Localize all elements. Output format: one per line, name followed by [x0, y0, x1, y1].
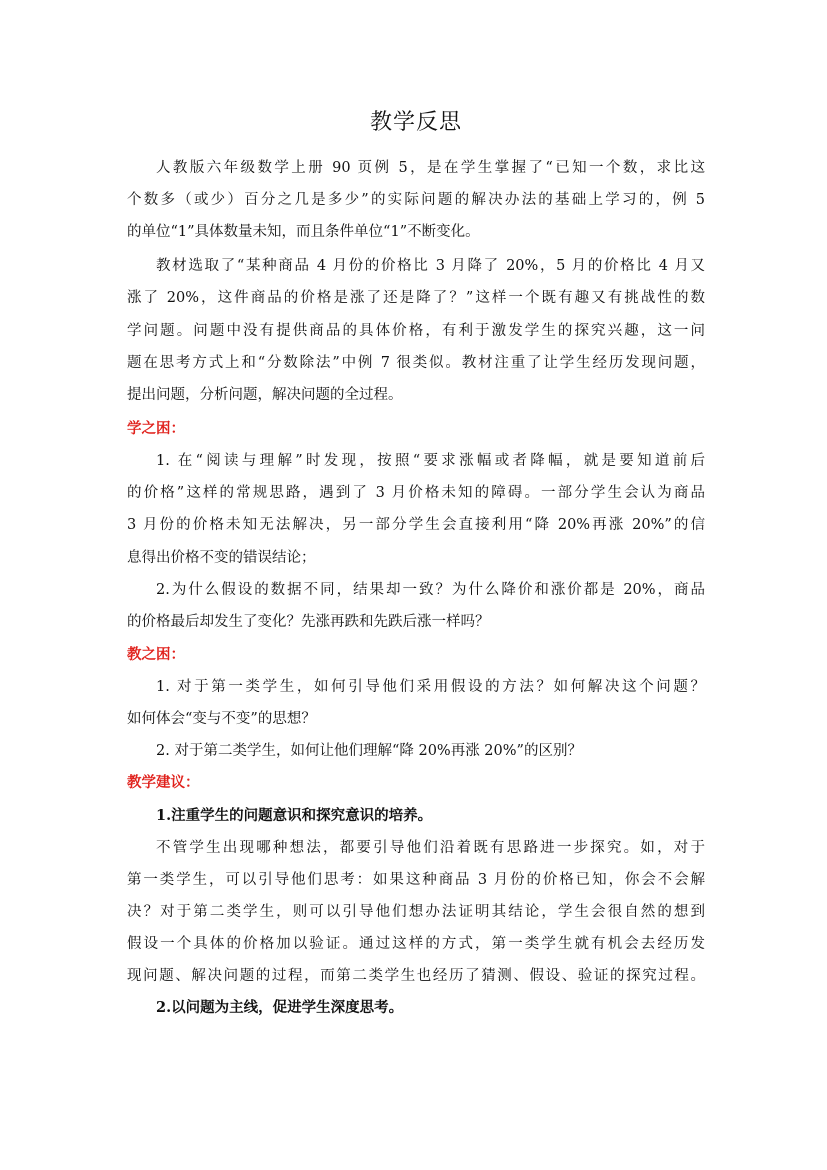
paragraph-line: 的价格最后却发生了变化？先涨再跌和先跌后涨一样吗？: [127, 614, 490, 630]
paragraph-line: 决？对于第二类学生，则可以引导他们想办法证明其结论，学生会很自然的想到: [127, 904, 705, 920]
suggestion-title-1: 1.注重学生的问题意识和探究意识的培养。: [156, 807, 433, 824]
paragraph-line: 如何体会“变与不变”的思想？: [127, 711, 316, 727]
paragraph-line: 第一类学生，可以引导他们思考：如果这种商品 3 月份的价格已知，你会不会解: [127, 872, 705, 888]
paragraph-line: 1. 对于第一类学生，如何引导他们采用假设的方法？如何解决这个问题？: [156, 679, 705, 695]
document-title: 教学反思: [369, 110, 462, 135]
paragraph-line: 2.为什么假设的数据不同，结果却一致？为什么降价和涨价都是 20%，商品: [156, 582, 705, 598]
paragraph-line: 现问题、解决问题的过程，而第二类学生也经历了猜测、假设、验证的探究过程。: [127, 968, 705, 984]
section-heading-jianyi: 教学建议：: [127, 774, 200, 791]
paragraph-line: 个数多（或少）百分之几是多少”的实际问题的解决办法的基础上学习的，例 5: [127, 192, 705, 208]
paragraph-line: 3 月份的价格未知无法解决，另一部分学生会直接利用“降 20%再涨 20%”的信: [127, 517, 705, 533]
suggestion-title-2: 2.以问题为主线，促进学生深度思考。: [156, 999, 404, 1016]
paragraph-line: 教材选取了“某种商品 4 月份的价格比 3 月降了 20%，5 月的价格比 4 月又: [156, 258, 705, 274]
paragraph-line: 涨了 20%，这件商品的价格是涨了还是降了？”这样一个既有趣又有挑战性的数: [127, 290, 705, 306]
paragraph-line: 不管学生出现哪种想法，都要引导他们沿着既有思路进一步探究。如，对于: [156, 840, 705, 856]
paragraph-line: 提出问题，分析问题，解决问题的全过程。: [127, 387, 403, 403]
paragraph-line: 2. 对于第二类学生，如何让他们理解“降 20%再涨 20%”的区别？: [156, 743, 582, 759]
section-heading-xue: 学之困：: [127, 420, 185, 437]
paragraph-line: 题在思考方式上和“分数除法”中例 7 很类似。教材注重了让学生经历发现问题，: [127, 355, 705, 371]
section-heading-jiao: 教之困：: [127, 646, 185, 663]
paragraph-line: 的价格”这样的常规思路，遇到了 3 月价格未知的障碍。一部分学生会认为商品: [127, 485, 705, 501]
paragraph-line: 人教版六年级数学上册 90 页例 5，是在学生掌握了“已知一个数，求比这: [156, 160, 705, 176]
paragraph-line: 学问题。问题中没有提供商品的具体价格，有利于激发学生的探究兴趣，这一问: [127, 323, 705, 339]
paragraph-line: 息得出价格不变的错误结论；: [127, 550, 316, 566]
paragraph-line: 的单位“1”具体数量未知，而且条件单位“1”不断变化。: [127, 224, 480, 240]
paragraph-line: 1. 在“阅读与理解”时发现，按照“要求涨幅或者降幅，就是要知道前后: [156, 453, 705, 469]
paragraph-line: 假设一个具体的价格加以验证。通过这样的方式，第一类学生就有机会去经历发: [127, 936, 705, 952]
